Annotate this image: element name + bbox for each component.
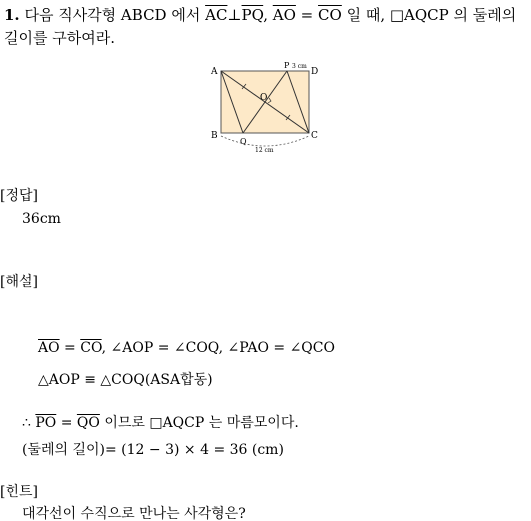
answer-header: [정답] (0, 188, 38, 204)
explanation-line-4: (둘레의 길이)= (12 − 3) × 4 = 36 (cm) (22, 442, 284, 458)
label-q: Q (240, 137, 247, 146)
therefore-symbol: ∴ (22, 415, 36, 431)
explanation-line-2: △AOP ≡ △COQ(ASA합동) (38, 372, 213, 388)
segment-qo-exp: $\overline{QO}$ (76, 415, 100, 431)
label-p: P (284, 61, 290, 70)
explanation-line-3 (22, 412, 299, 432)
segment-ao-exp: $\overline{AO}$ (38, 340, 60, 356)
hint-header: [힌트] (0, 484, 38, 500)
label-12cm: 12 cm (255, 147, 274, 154)
answer-value: 36cm (22, 211, 61, 227)
question-text-a: 다음 직사각형 ABCD 에서 (24, 6, 201, 24)
segment-pq: $\overline{PQ}$ (241, 6, 264, 24)
equals-sign: = (59, 340, 81, 356)
rhombus-conclusion: 이므로 □AQCP 는 마름모이다. (99, 415, 299, 431)
bottom-dimension-arc (221, 136, 309, 146)
label-c: C (311, 131, 318, 141)
explanation-line-1 (38, 340, 335, 356)
comma: , (263, 6, 268, 24)
label-b: B (211, 131, 218, 141)
equals-sign: = (300, 6, 314, 24)
explanation-header: [해설] (0, 274, 38, 290)
label-o: O (260, 93, 268, 103)
label-d: D (311, 67, 319, 77)
segment-co: $\overline{CO}$ (318, 6, 342, 24)
equals-sign: = (56, 415, 77, 431)
question-line-1 (4, 4, 516, 25)
question-line-2: 길이를 구하여라. (4, 29, 115, 47)
segment-po-exp: $\overline{PO}$ (35, 415, 57, 431)
question-number: 1. (4, 6, 20, 24)
label-a: A (211, 67, 218, 77)
segment-ao: $\overline{AO}$ (272, 6, 296, 24)
segment-ac: $\overline{AC}$ (205, 6, 228, 24)
angle-equalities: , ∠AOP = ∠COQ, ∠PAO = ∠QCO (101, 340, 335, 356)
rectangle-figure (205, 60, 325, 155)
segment-co-exp: $\overline{CO}$ (80, 340, 102, 356)
label-3cm: 3 cm (292, 63, 307, 70)
question-text-b: 일 때, □AQCP 의 둘레의 (346, 6, 517, 24)
hint-text: 대각선이 수직으로 만나는 사각형은? (22, 506, 246, 521)
perp-symbol: ⊥ (227, 6, 242, 24)
